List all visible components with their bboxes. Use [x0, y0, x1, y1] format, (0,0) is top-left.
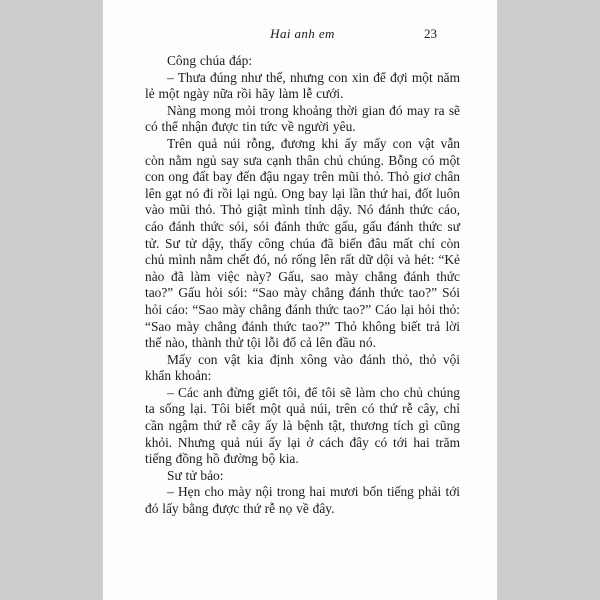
paragraph: – Thưa đúng như thế, nhưng con xin để đợi một năm lẻ một ngày nữa rồi hãy làm lễ cưới.	[145, 69, 460, 102]
paragraph: Công chúa đáp:	[167, 53, 253, 68]
running-title: Hai anh em	[270, 26, 335, 41]
paragraph: Mấy con vật kia định xông vào đánh thỏ, thỏ vội khẩn khoản:	[145, 351, 460, 384]
paragraph: Sư tử bảo:	[167, 467, 224, 483]
paragraph: Nàng mong mỏi trong khoảng thời gian đó may ra sẽ có thể nhận được tin tức về người yêu.	[145, 102, 460, 135]
paragraph: Trên quả núi rỗng, đương khi ấy mấy con vật vẫn còn nằm ngủ say sưa cạnh thân chủ chúng. Bỗng có một con ong đất bay đến đậu ngay trên mũi thỏ. Thỏ giơ chân lên gạt nó đi rồi lại ngủ. Ong bay lại lần thứ hai, đốt luôn vào mũi thỏ. Thỏ giật mình tỉnh dậy. Nó đánh thức cáo, cáo đánh thức sói, sói đánh thức gấu, gấu đánh thức sư tử. Sư tử dậy, thấy công chúa đã biến đâu mất chỉ còn chủ mình nằm chết đó, nó rống lên rất dữ dội và hét: “Kẻ nào đã làm việc này? Gấu, sao mày chẳng đánh thức tao?” Gấu hỏi sói: “Sao mày chẳng đánh thức tao?” Sói hỏi cáo: “Sao mày chẳng đánh thức tao?” Cáo lại hỏi thỏ: “Sao mày chẳng đánh thức tao?” Thỏ không biết trả lời thế nào, thành thử tội lỗi đổ cả lên đầu nó.	[145, 135, 460, 351]
paragraph: – Hẹn cho mày nội trong hai mươi bốn tiếng phải tới đó lấy bằng được thứ rễ nọ về đây.	[145, 484, 460, 517]
page-header	[145, 26, 460, 42]
body-text	[145, 53, 460, 518]
paragraph: – Các anh đừng giết tôi, để tôi sẽ làm cho chủ chúng ta sống lại. Tôi biết một quả núi, trên có thứ rễ cây, chỉ cần ngậm thứ rễ cây ấy là bệnh tật, thương tích gì cũng khỏi. Nhưng quả núi ấy lại ở cách đây có tới hai trăm tiếng đồng hồ đường bộ kia.	[145, 384, 460, 467]
page-number: 23	[424, 26, 437, 41]
book-page	[103, 0, 497, 600]
